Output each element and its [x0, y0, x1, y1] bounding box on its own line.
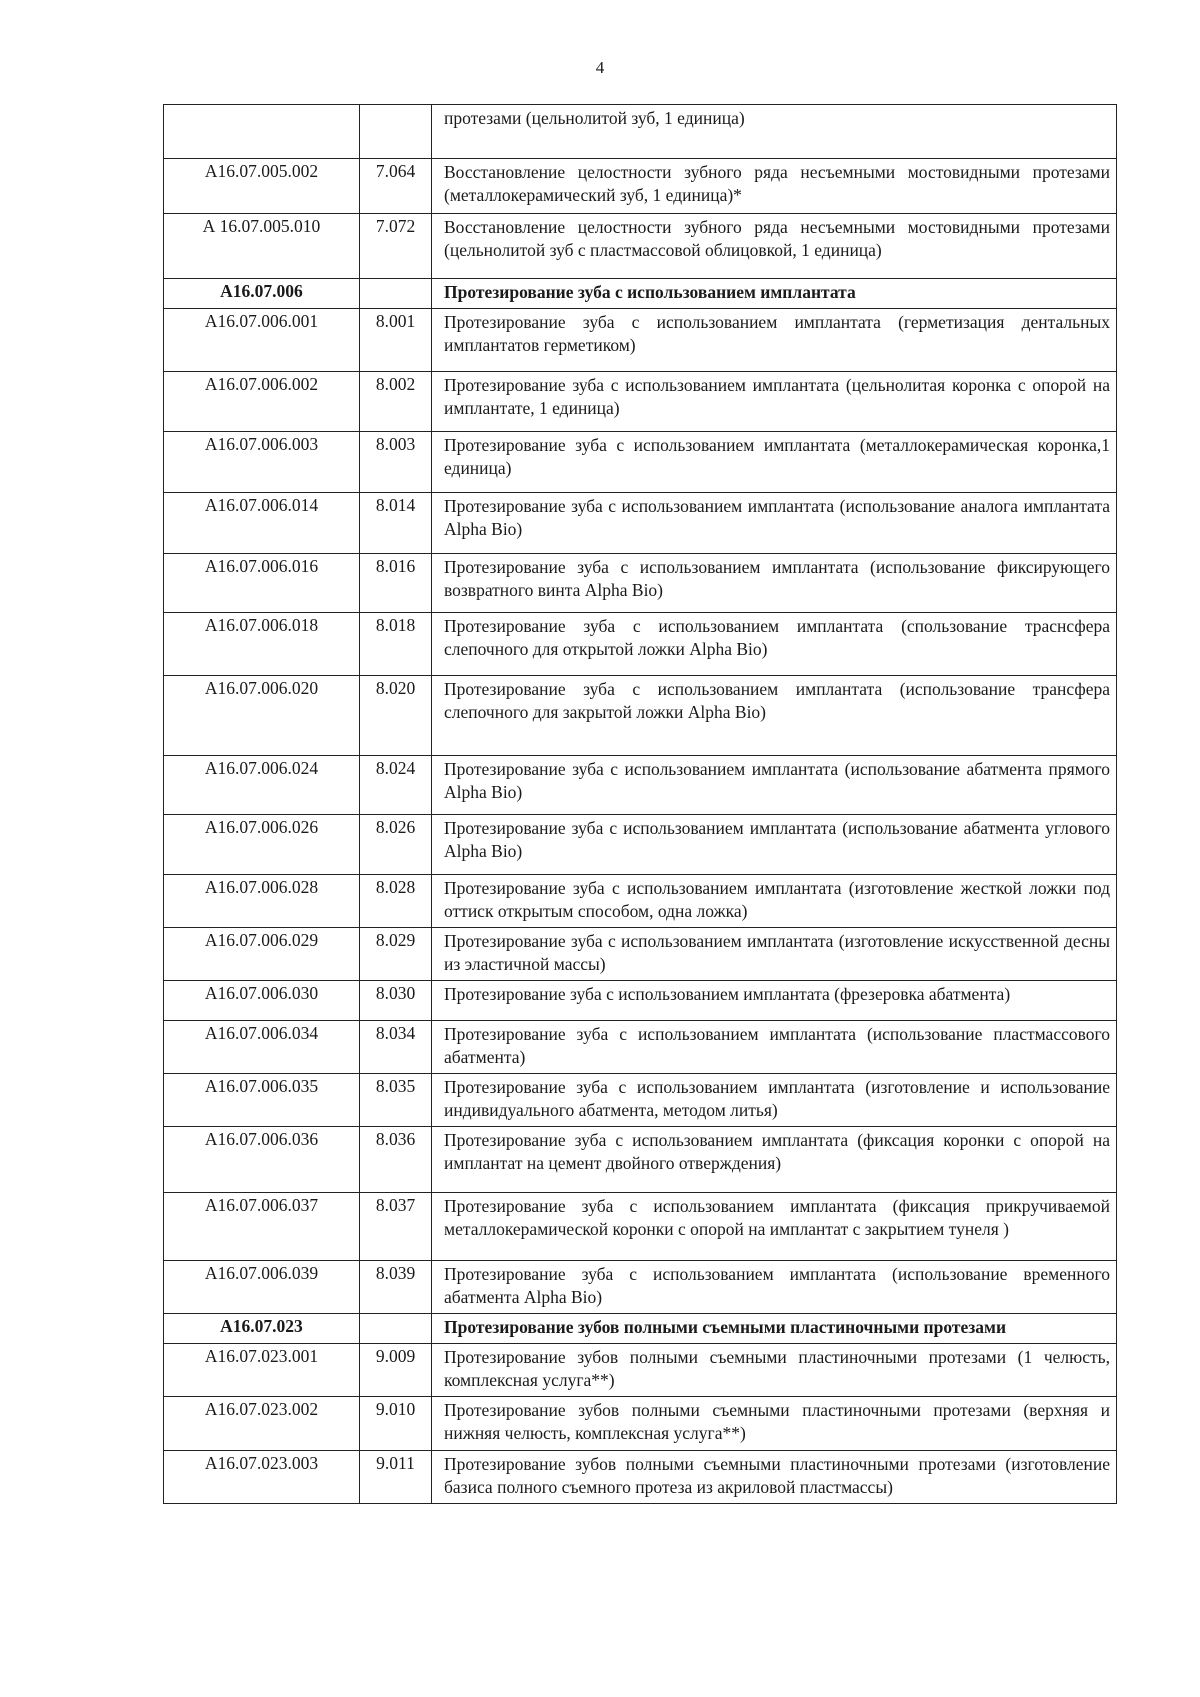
cell-service-code: A16.07.006.016: [164, 554, 360, 613]
table-row: [164, 493, 1117, 554]
cell-service-description: Протезирование зуба с использованием имплантата (герметизация дентальных имплантатов герметиком): [432, 309, 1117, 372]
cell-service-code: A16.07.005.002: [164, 159, 360, 214]
table-row: [164, 815, 1117, 875]
cell-service-description: Протезирование зуба с использованием имплантата (изготовление искусственной десны из эластичной массы): [432, 928, 1117, 981]
cell-service-description: Протезирование зубов полными съемными пластиночными протезами (изготовление базиса полного съемного протеза из акриловой пластмассы): [432, 1451, 1117, 1504]
cell-item-number: 8.035: [360, 1074, 432, 1127]
cell-service-description: Протезирование зуба с использованием имплантата (фрезеровка абатмента): [432, 981, 1117, 1021]
cell-item-number: 8.028: [360, 875, 432, 928]
cell-service-description: Протезирование зуба с использованием имплантата (использование фиксирующего возвратного винта Alpha Bio): [432, 554, 1117, 613]
cell-item-number: 8.039: [360, 1261, 432, 1314]
cell-service-code: A16.07.006: [164, 279, 360, 309]
cell-service-description: Протезирование зуба с использованием имплантата (фиксация прикручиваемой металлокерамической коронки с опорой на имплантат с закрытием тунеля ): [432, 1193, 1117, 1261]
table-row: [164, 372, 1117, 432]
cell-item-number: 8.001: [360, 309, 432, 372]
cell-service-code: A16.07.006.030: [164, 981, 360, 1021]
cell-service-code: A16.07.006.035: [164, 1074, 360, 1127]
table-row: [164, 676, 1117, 756]
cell-item-number: 8.016: [360, 554, 432, 613]
cell-service-code: A16.07.023.001: [164, 1344, 360, 1397]
table-section-row: [164, 279, 1117, 309]
cell-item-number: 8.002: [360, 372, 432, 432]
cell-item-number: 8.034: [360, 1021, 432, 1074]
services-table-body: [164, 105, 1117, 1504]
cell-service-description: Протезирование зуба с использованием имплантата (использование абатмента углового Alpha Bio): [432, 815, 1117, 875]
cell-service-code: A16.07.006.034: [164, 1021, 360, 1074]
cell-item-number: [360, 279, 432, 309]
cell-service-description: Протезирование зубов полными съемными пластиночными протезами (верхняя и нижняя челюсть, комплексная услуга**): [432, 1397, 1117, 1451]
cell-service-code: А 16.07.005.010: [164, 214, 360, 279]
table-row: [164, 1193, 1117, 1261]
cell-item-number: [360, 105, 432, 159]
cell-service-code: A16.07.006.003: [164, 432, 360, 493]
cell-item-number: 8.030: [360, 981, 432, 1021]
cell-service-code: A16.07.006.020: [164, 676, 360, 756]
table-row: [164, 214, 1117, 279]
cell-item-number: 8.020: [360, 676, 432, 756]
table-row: [164, 1074, 1117, 1127]
cell-item-number: 8.024: [360, 756, 432, 815]
cell-item-number: 8.003: [360, 432, 432, 493]
cell-service-code: A16.07.006.026: [164, 815, 360, 875]
cell-service-code: A16.07.006.018: [164, 613, 360, 676]
table-row: [164, 1397, 1117, 1451]
cell-service-description: Протезирование зуба с использованием имплантата (изготовление жесткой ложки под оттиск открытым способом, одна ложка): [432, 875, 1117, 928]
cell-service-description: Протезирование зуба с использованием имплантата (использование временного абатмента Alpha Bio): [432, 1261, 1117, 1314]
cell-service-code: A16.07.006.014: [164, 493, 360, 554]
cell-service-code: A16.07.023: [164, 1314, 360, 1344]
cell-service-code: [164, 105, 360, 159]
cell-item-number: 8.026: [360, 815, 432, 875]
cell-item-number: 7.072: [360, 214, 432, 279]
cell-item-number: 8.018: [360, 613, 432, 676]
cell-service-code: A16.07.006.029: [164, 928, 360, 981]
cell-service-code: A16.07.006.036: [164, 1127, 360, 1193]
cell-item-number: 9.011: [360, 1451, 432, 1504]
table-row: [164, 105, 1117, 159]
table-row: [164, 1261, 1117, 1314]
table-row: [164, 1021, 1117, 1074]
cell-item-number: [360, 1314, 432, 1344]
cell-service-code: A16.07.006.037: [164, 1193, 360, 1261]
table-row: [164, 613, 1117, 676]
table-row: [164, 432, 1117, 493]
cell-service-description: Протезирование зуба с использованием имплантата (изготовление и использование индивидуального абатмента, методом литья): [432, 1074, 1117, 1127]
cell-item-number: 9.010: [360, 1397, 432, 1451]
cell-service-description: протезами (цельнолитой зуб, 1 единица): [432, 105, 1117, 159]
table-row: [164, 1344, 1117, 1397]
cell-service-description: Восстановление целостности зубного ряда несъемными мостовидными протезами (металлокерамический зуб, 1 единица)*: [432, 159, 1117, 214]
table-row: [164, 1451, 1117, 1504]
cell-service-description: Восстановление целостности зубного ряда несъемными мостовидными протезами (цельнолитой зуб с пластмассовой облицовкой, 1 единица): [432, 214, 1117, 279]
cell-service-code: A16.07.006.001: [164, 309, 360, 372]
cell-item-number: 9.009: [360, 1344, 432, 1397]
cell-service-code: A16.07.006.028: [164, 875, 360, 928]
table-row: [164, 875, 1117, 928]
cell-service-code: A16.07.006.024: [164, 756, 360, 815]
cell-service-description: Протезирование зуба с использованием имплантата: [432, 279, 1117, 309]
page-number: 4: [595, 58, 605, 77]
table-row: [164, 159, 1117, 214]
services-table: [163, 104, 1117, 1504]
cell-service-description: Протезирование зуба с использованием имплантата (использование трансфера слепочного для закрытой ложки Alpha Bio): [432, 676, 1117, 756]
cell-service-code: A16.07.023.003: [164, 1451, 360, 1504]
cell-service-description: Протезирование зубов полными съемными пластиночными протезами (1 челюсть, комплексная услуга**): [432, 1344, 1117, 1397]
cell-service-code: A16.07.023.002: [164, 1397, 360, 1451]
cell-service-description: Протезирование зуба с использованием имплантата (использование пластмассового абатмента): [432, 1021, 1117, 1074]
cell-service-description: Протезирование зуба с использованием имплантата (использование аналога имплантата Alpha Bio): [432, 493, 1117, 554]
table-row: [164, 981, 1117, 1021]
cell-item-number: 8.014: [360, 493, 432, 554]
cell-service-code: A16.07.006.002: [164, 372, 360, 432]
cell-item-number: 8.037: [360, 1193, 432, 1261]
table-row: [164, 756, 1117, 815]
cell-service-description: Протезирование зуба с использованием имплантата (использование абатмента прямого Alpha Bio): [432, 756, 1117, 815]
table-row: [164, 1127, 1117, 1193]
cell-service-code: A16.07.006.039: [164, 1261, 360, 1314]
cell-item-number: 8.029: [360, 928, 432, 981]
table-section-row: [164, 1314, 1117, 1344]
cell-service-description: Протезирование зубов полными съемными пластиночными протезами: [432, 1314, 1117, 1344]
cell-item-number: 8.036: [360, 1127, 432, 1193]
table-row: [164, 309, 1117, 372]
cell-service-description: Протезирование зуба с использованием имплантата (фиксация коронки с опорой на имплантат на цемент двойного отверждения): [432, 1127, 1117, 1193]
table-row: [164, 928, 1117, 981]
cell-service-description: Протезирование зуба с использованием имплантата (цельнолитая коронка с опорой на имплантате, 1 единица): [432, 372, 1117, 432]
cell-item-number: 7.064: [360, 159, 432, 214]
cell-service-description: Протезирование зуба с использованием имплантата (металлокерамическая коронка,1 единица): [432, 432, 1117, 493]
table-row: [164, 554, 1117, 613]
cell-service-description: Протезирование зуба с использованием имплантата (спользование траснсфера слепочного для открытой ложки Alpha Bio): [432, 613, 1117, 676]
